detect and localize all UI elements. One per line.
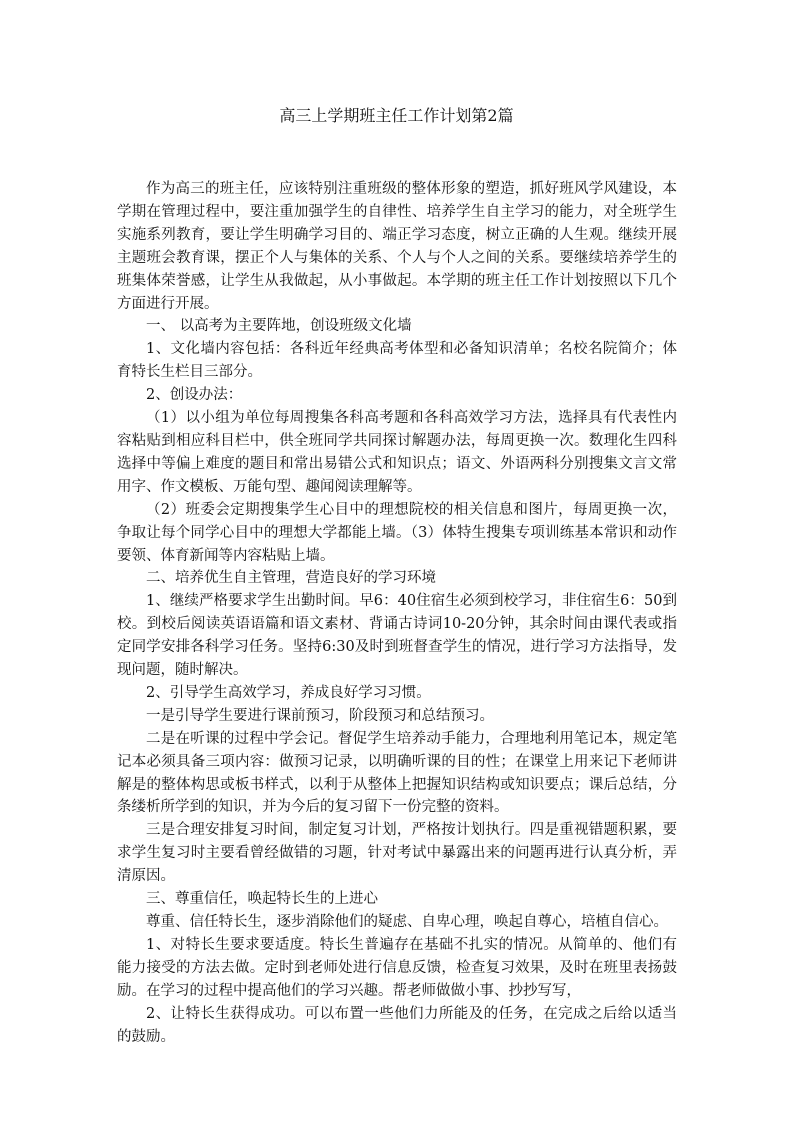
- paragraph: 1、对特长生要求要适度。特长生普遍存在基础不扎实的情况。从简单的、他们有能力接受的方法去做。定时到老师处进行信息反馈，检查复习效果，及时在班里表扬鼓励。在学习的过程中提高他们的学习兴趣。帮老师做做小事、抄抄写写，: [117, 936, 677, 999]
- paragraph: （2）班委会定期搜集学生心目中的理想院校的相关信息和图片，每周更换一次，争取让每个同学心目中的理想大学都能上墙。（3）体特生搜集专项训练基本常识和动作要领、体育新闻等内容粘贴上墙。: [117, 501, 677, 564]
- document-title: 高三上学期班主任工作计划第2篇: [279, 106, 514, 125]
- paragraph: （1）以小组为单位每周搜集各科高考题和各科高效学习方法，选择具有代表性内容粘贴到相应科目栏中，供全班同学共同探讨解题办法，每周更换一次。数理化生四科选择中等偏上难度的题目和常出易错公式和知识点；语文、外语两科分别搜集文言文常用字、作文模板、万能句型、趣闻阅读理解等。: [117, 410, 677, 495]
- section-heading-1: 一、 以高考为主要阵地，创设班级文化墙: [146, 318, 412, 335]
- paragraph: 尊重、信任特长生，逐步消除他们的疑虑、自卑心理，唤起自尊心，培植自信心。: [146, 914, 668, 930]
- section-heading-3: 三、尊重信任，唤起特长生的上进心: [146, 891, 378, 908]
- paragraph: 1、文化墙内容包括：各科近年经典高考体型和必备知识清单；名校名院简介；体育特长生栏目三部分。: [117, 341, 677, 381]
- paragraph: 1、继续严格要求学生出勤时间。早6：40住宿生必须到校学习，非住宿生6：50到校。到校后阅读英语语篇和语文素材、背诵古诗词10-20分钟，其余时间由课代表或指定同学安排各科学习任务。坚持6:30及时到班督查学生的情况，进行学习方法指导，发现问题，随时解决。: [117, 593, 677, 679]
- document-body: [117, 178, 677, 1048]
- section-heading-2: 二、培养优生自主管理，营造良好的学习环境: [146, 570, 436, 587]
- paragraph: 2、引导学生高效学习，养成良好学习习惯。: [146, 684, 431, 701]
- paragraph: 三是合理安排复习时间，制定复习计划，严格按计划执行。四是重视错题积累，要求学生复习时主要看曾经做错的习题，针对考试中暴露出来的问题再进行认真分析，弄清原因。: [117, 822, 677, 885]
- paragraph: 二是在听课的过程中学会记。督促学生培养动手能力，合理地利用笔记本，规定笔记本必须具备三项内容：做预习记录，以明确听课的目的性；在课堂上用来记下老师讲解是的整体构思或板书样式，以利于从整体上把握知识结构或知识要点；课后总结，分条缕析所学到的知识，并为今后的复习留下一份完整的资料。: [117, 730, 677, 816]
- intro-paragraph: 作为高三的班主任，应该特别注重班级的整体形象的塑造，抓好班风学风建设，本学期在管理过程中，要注重加强学生的自律性、培养学生自主学习的能力，对全班学生实施系列教育，要让学生明确学习目的、端正学习态度，树立正确的人生观。继续开展主题班会教育课，摆正个人与集体的关系、个人与个人之间的关系。要继续培养学生的班集体荣誉感，让学生从我做起，从小事做起。本学期的班主任工作计划按照以下几个方面进行开展。: [117, 181, 677, 312]
- paragraph: 2、让特长生获得成功。可以布置一些他们力所能及的任务，在完成之后给以适当的鼓励。: [117, 1005, 677, 1045]
- paragraph: 2、创设办法：: [146, 387, 243, 404]
- paragraph: 一是引导学生要进行课前预习，阶段预习和总结预习。: [146, 707, 494, 724]
